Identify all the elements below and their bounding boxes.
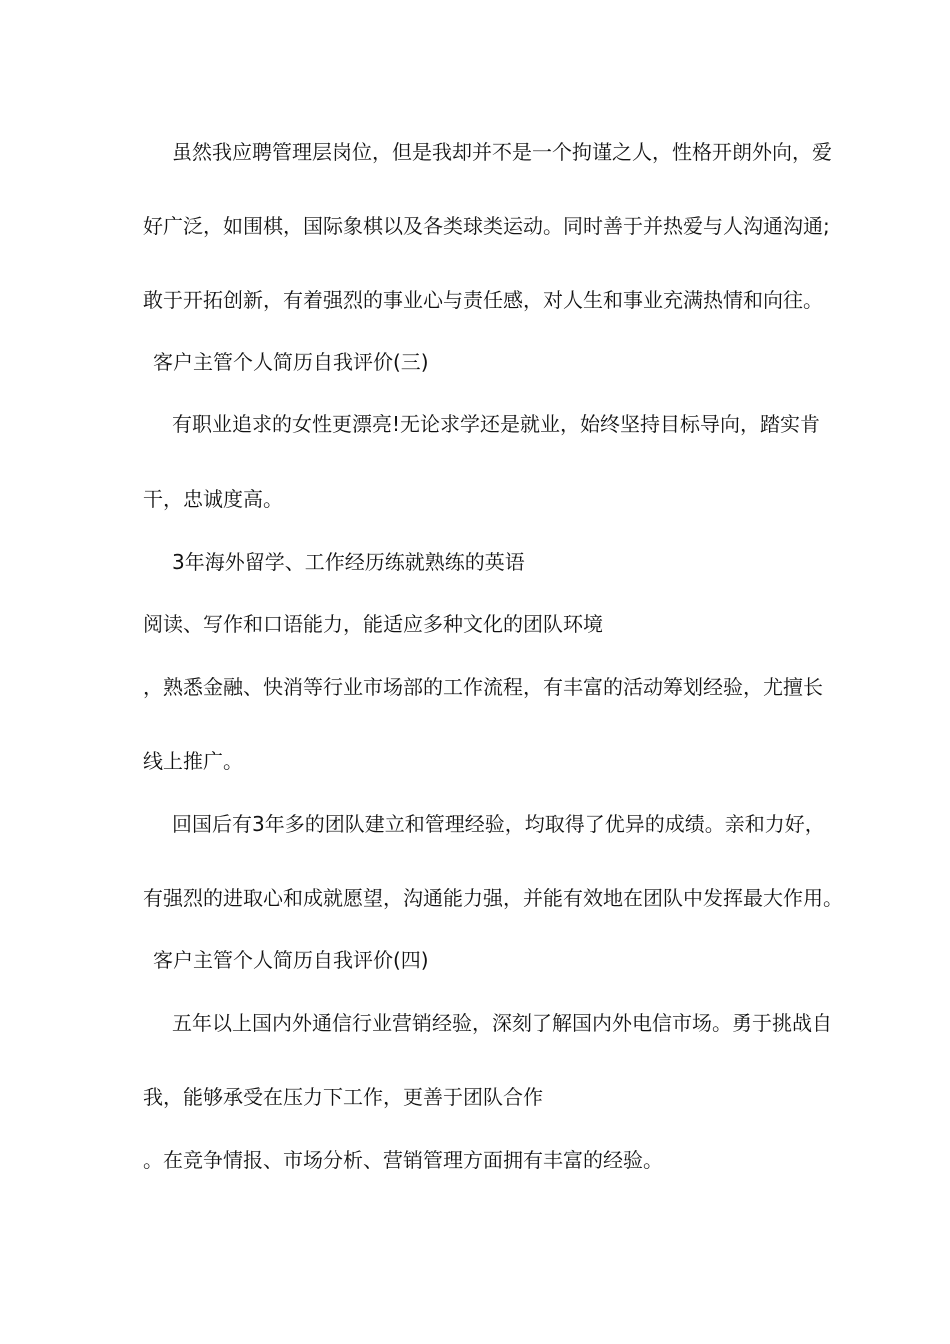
paragraph-3-line-4: 线上推广。 xyxy=(143,749,243,773)
section-heading-4: 客户主管个人简历自我评价(四) xyxy=(153,948,429,972)
paragraph-2-line-2: 干，忠诚度高。 xyxy=(143,487,283,511)
paragraph-1-line-1: 虽然我应聘管理层岗位，但是我却并不是一个拘谨之人，性格开朗外向，爱 xyxy=(172,140,832,164)
paragraph-3-line-2: 阅读、写作和口语能力，能适应多种文化的团队环境 xyxy=(143,612,603,636)
paragraph-1-line-2: 好广泛，如围棋，国际象棋以及各类球类运动。同时善于并热爱与人沟通沟通; xyxy=(143,214,830,238)
paragraph-4-line-2: 有强烈的进取心和成就愿望，沟通能力强，并能有效地在团队中发挥最大作用。 xyxy=(143,886,843,910)
paragraph-5-line-3: 。在竞争情报、市场分析、营销管理方面拥有丰富的经验。 xyxy=(143,1148,663,1172)
paragraph-2-line-1: 有职业追求的女性更漂亮!无论求学还是就业，始终坚持目标导向，踏实肯 xyxy=(172,412,821,436)
paragraph-3-line-1: 3年海外留学、工作经历练就熟练的英语 xyxy=(172,550,525,574)
paragraph-1-line-3: 敢于开拓创新，有着强烈的事业心与责任感，对人生和事业充满热情和向往。 xyxy=(143,288,823,312)
paragraph-4-line-1: 回国后有3年多的团队建立和管理经验，均取得了优异的成绩。亲和力好， xyxy=(172,812,825,836)
section-heading-3: 客户主管个人简历自我评价(三) xyxy=(153,350,429,374)
paragraph-5-line-2: 我，能够承受在压力下工作，更善于团队合作 xyxy=(143,1085,543,1109)
paragraph-3-line-3: ，熟悉金融、快消等行业市场部的工作流程，有丰富的活动筹划经验，尤擅长 xyxy=(143,675,823,699)
paragraph-5-line-1: 五年以上国内外通信行业营销经验，深刻了解国内外电信市场。勇于挑战自 xyxy=(172,1011,832,1035)
